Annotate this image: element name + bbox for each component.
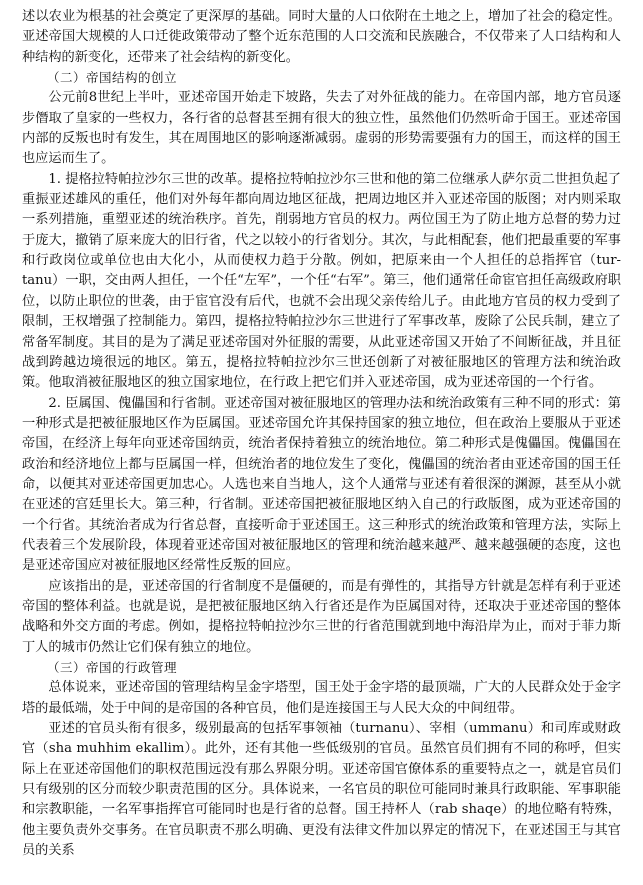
- section-heading-empire-structure: （二）帝国结构的创立: [47, 70, 178, 86]
- paragraph-vassal-puppet-province: 2. 臣属国、傀儡国和行省制。亚述帝国对被征服地区的管理办法和统治政策有三种不同的形式：第一种形式是把被征服地区作为臣属国。亚述帝国允许其保持国家的独立地位，但在政治上要服从于亚述帝国，在经济上每年向亚述帝国纳贡，统治者保持着独立的统治地位。第二种形式是傀儡国。傀儡国在政治和经济地位上都与臣属国一样，但统治者的地位发生了变化，傀儡国的统治者由亚述帝国的国王任命，以便其对亚述帝国更加忠心。人选也来自当地人，这个人通常与亚述有着很深的渊源，甚至从小就在亚述的宫廷里长大。第三种，行省制。亚述帝国把被征服地区纳入自己的行政版图，成为亚述帝国的一个行省。其统治者成为行省总督，直接听命于亚述国王。这三种形式的统治政策和管理方法，实际上代表着三个发展阶段，体现着亚述帝国对被征服地区的管理和统治越来越严、越来越强硬的态度，这也是亚述帝国应对被征服地区经常性反叛的回应。: [22, 395, 621, 574]
- section-heading-administration: （三）帝国的行政管理: [47, 660, 178, 675]
- paragraph-officials: 亚述的官员头衔有很多，级别最高的包括军事领袖（turnanu）、宰相（ummanu）和司库或财政官（sha muhhim ekallim）。此外，还有其他一些低级别的官员。虽然官员们拥有不同的称呼，但实际上在亚述帝国他们的职权范围远没有那么界限分明。亚述帝国官僚体系的重要特点之一，就是官员们只有级别的区分而较少职责范围的区分。具体说来，一名官员的职位可能同时兼具行政职能、军事职能和宗教职能，一名军事指挥官可能同时也是行省的总督。国王持杯人（rab shaqe）的地位略有特殊，他主要负责外交事务。在官员职责不那么明确、更没有法律文件加以界定的情况下，在亚述国王与其官员的关系: [22, 721, 621, 859]
- paragraph-intro-continuation: 述以农业为根基的社会奠定了更深厚的基础。同时大量的人口依附在土地之上，增加了社会的稳定性。亚述帝国大规模的人口迁徙政策带动了整个近东范围的人口交流和民族融合，不仅带来了人口结构和人种结构的新变化，还带来了社会结构的新变化。: [22, 9, 621, 65]
- paragraph-province-flexibility: 应该指出的是，亚述帝国的行省制度不是僵硬的，而是有弹性的，其指导方针就是怎样有利于亚述帝国的整体利益。也就是说，是把被征服地区纳入行省还是作为臣属国对待，还取决于亚述帝国的整体战略和外交方面的考虑。例如，提格拉特帕拉沙尔三世的行省范围就到地中海沿岸为止，而对于菲力斯丁人的城市仍然让它们保有独立的地位。: [22, 578, 621, 655]
- paragraph-empire-decline: 公元前8世纪上半叶，亚述帝国开始走下坡路，失去了对外征战的能力。在帝国内部，地方官员逐步僭取了皇家的一些权力，各行省的总督甚至拥有很大的独立性，虽然他们仍然听命于国王。亚述帝国内部的反叛也时有发生，其在周围地区的影响逐渐减弱。虚弱的形势需要强有力的国王，而这样的国王也应运而生了。: [22, 90, 621, 167]
- paragraph-pyramid-structure: 总体说来，亚述帝国的管理结构呈金字塔型，国王处于金字塔的最顶端，广大的人民群众处于金字塔的最低端，处于中间的是帝国的各种官员，他们是连接国王与人民大众的中间纽带。: [22, 680, 621, 716]
- paragraph-reform: 1. 提格拉特帕拉沙尔三世的改革。提格拉特帕拉沙尔三世和他的第二位继承人萨尔贡二世担负起了重振亚述雄风的重任，他们对外每年都向周边地区征战，把周边地区并入亚述帝国的版图；对内则采取一系列措施，重塑亚述的统治秩序。首先，削弱地方官员的权力。两位国王为了防止地方总督的势力过于庞大，撤销了原来庞大的旧行省，代之以较小的行省划分。其次，与此相配套，他们把最重要的军事和行政岗位或单位也由大化小，从而使权力趋于分散。例如，把原来由一个人担任的总指挥官（tur-tanu）一职，交由两人担任，一个任“左军”，一个任“右军”。第三，他们通常任命宦官担任高级政府职位，以防止职位的世袭，由于宦官没有后代，也就不会出现父亲传给儿子。由此地方官员的权力受到了限制，王权增强了控制能力。第四，提格拉特帕拉沙尔三世进行了军事改革，废除了公民兵制，建立了常备军制度。其目的是为了满足亚述帝国对外征服的需要，从此亚述帝国又开始了不间断征战，并且征战到跨越边境很远的地区。第五，提格拉特帕拉沙尔三世还创新了对被征服地区的管理方法和统治政策。他取消被征服地区的独立国家地位，在行政上把它们并入亚述帝国，成为亚述帝国的一个行省。: [22, 171, 621, 391]
